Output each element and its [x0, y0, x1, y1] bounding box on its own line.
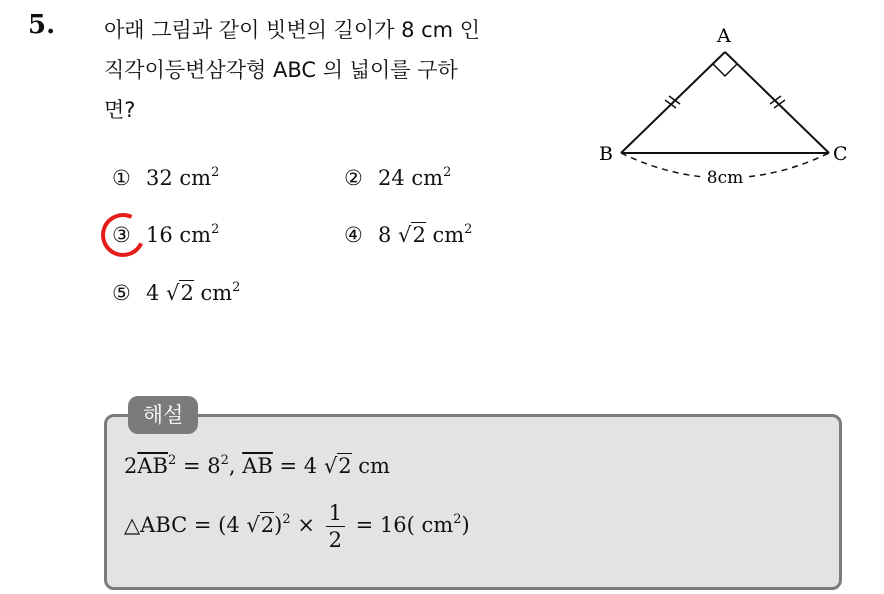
sol-text: △ABC = (4	[124, 513, 247, 537]
hypotenuse-label: 8cm	[706, 168, 744, 188]
sol-exponent: 2	[220, 453, 229, 468]
choice-number: ⑤	[112, 281, 131, 305]
sol-text: = 8	[176, 454, 221, 478]
choice-exponent: 2	[232, 280, 241, 295]
fraction-one-half	[326, 500, 345, 553]
choice-exponent: 2	[211, 222, 220, 237]
radical-sign: √	[166, 281, 180, 305]
sol-text: = 4	[272, 454, 324, 478]
segment-ab: $\overline{AB}$	[242, 454, 273, 478]
question-number: 5.	[28, 10, 56, 40]
choice-value-coef: 8	[378, 223, 399, 247]
segment-ab: $\overline{AB}$	[137, 454, 168, 478]
side-ab	[621, 52, 725, 153]
choice-4[interactable]	[344, 223, 472, 247]
radicand: 2	[412, 223, 426, 247]
question-line: 면?	[104, 98, 136, 122]
radicand: 2	[260, 513, 275, 537]
choice-number: ②	[344, 166, 363, 190]
sol-text: )	[461, 513, 470, 537]
choice-2[interactable]	[344, 166, 451, 190]
fraction-numerator: 1	[326, 500, 345, 527]
sol-exponent: 2	[167, 453, 177, 468]
choice-exponent: 2	[443, 165, 452, 180]
choice-number: ③	[112, 223, 131, 247]
side-ac	[725, 52, 829, 153]
question-text	[104, 10, 584, 130]
sol-exponent: 2	[282, 512, 291, 527]
choice-value: 16 cm	[146, 223, 212, 247]
question-line: 아래 그림과 같이 빗변의 길이가 8 cm 인	[104, 18, 481, 42]
sol-exponent: 2	[453, 512, 462, 527]
right-angle-mark	[713, 64, 737, 76]
solution-line-1	[124, 454, 390, 478]
solution-line-2	[124, 500, 470, 553]
radicand: 2	[338, 454, 352, 478]
sol-text: = 16( cm	[348, 513, 454, 537]
sol-text: )	[274, 513, 283, 537]
radicand: 2	[180, 281, 194, 305]
vertex-b-label: B	[599, 143, 613, 165]
choice-number: ④	[344, 223, 363, 247]
choice-unit: cm	[193, 281, 233, 305]
radical-sign: √	[246, 513, 260, 537]
choice-value-coef: 4	[146, 281, 167, 305]
sol-text: 2	[124, 454, 138, 478]
choice-number: ①	[112, 166, 131, 190]
choice-1[interactable]	[112, 166, 219, 190]
choice-value: 32 cm	[146, 166, 212, 190]
vertex-c-label: C	[833, 143, 848, 165]
choice-5[interactable]	[112, 281, 240, 305]
choice-exponent: 2	[464, 222, 473, 237]
question-line: 직각이등변삼각형 ABC 의 넓이를 구하	[104, 58, 458, 82]
triangle-diagram	[595, 18, 865, 198]
radical-sign: √	[323, 454, 338, 478]
radical-sign: √	[398, 223, 412, 247]
fraction-denominator: 2	[328, 528, 342, 552]
vertex-a-label: A	[717, 25, 731, 47]
choice-unit: cm	[425, 223, 465, 247]
sol-text: cm	[351, 454, 390, 478]
solution-tag: 해설	[128, 396, 198, 434]
sol-text: ×	[290, 513, 322, 537]
choice-exponent: 2	[211, 165, 220, 180]
choice-value: 24 cm	[378, 166, 444, 190]
choice-3[interactable]	[112, 223, 219, 247]
sol-text: ,	[228, 454, 243, 478]
